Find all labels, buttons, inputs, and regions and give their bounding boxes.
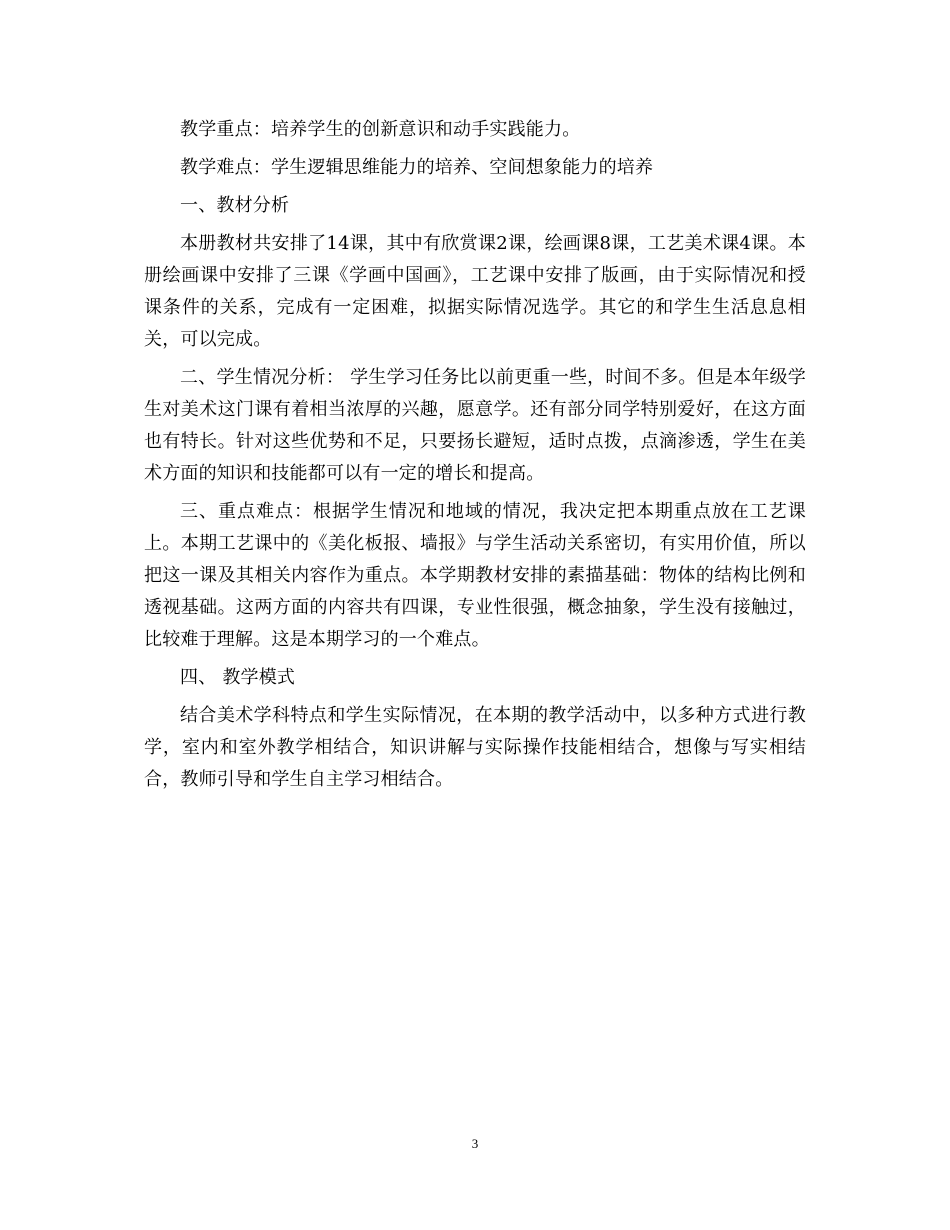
heading-teaching-mode: 四、 教学模式 — [180, 667, 296, 688]
paragraph-teaching-focus: 教学重点：培养学生的创新意识和动手实践能力。 — [180, 119, 581, 140]
paragraph-teaching-mode: 结合美术学科特点和学生实际情况，在本期的教学活动中，以多种方式进行教学，室内和室外教学相结合，知识讲解与实际操作技能相结合，想像与写实相结合，教师引导和学生自主学习相结合。 — [144, 705, 806, 790]
paragraph-teaching-difficulty: 教学难点：学生逻辑思维能力的培养、空间想象能力的培养 — [180, 157, 654, 178]
paragraph-textbook-analysis: 本册教材共安排了14课，其中有欣赏课2课，绘画课8课，工艺美术课4课。本册绘画课中安排了三课《学画中国画》，工艺课中安排了版画，由于实际情况和授课条件的关系，完成有一定困难，拟据实际情况选学。其它的和学生生活息息相关，可以完成。 — [144, 233, 806, 350]
paragraph-key-difficulties: 三、重点难点：根据学生情况和地域的情况，我决定把本期重点放在工艺课上。本期工艺课中的《美化板报、墙报》与学生活动关系密切，有实用价值，所以把这一课及其相关内容作为重点。本学期教材安排的素描基础：物体的结构比例和透视基础。这两方面的内容共有四课，专业性很强，概念抽象，学生没有接触过，比较难于理解。这是本期学习的一个难点。 — [144, 501, 806, 650]
document-body — [144, 114, 806, 802]
heading-textbook-analysis: 一、教材分析 — [180, 195, 290, 216]
page-number: 3 — [471, 1136, 479, 1151]
paragraph-student-analysis: 二、学生情况分析： 学生学习任务比以前更重一些，时间不多。但是本年级学生对美术这门课有着相当浓厚的兴趣，愿意学。还有部分同学特别爱好，在这方面也有特长。针对这些优势和不足，只要扬长避短，适时点拨，点滴渗透，学生在美术方面的知识和技能都可以有一定的增长和提高。 — [144, 367, 806, 484]
